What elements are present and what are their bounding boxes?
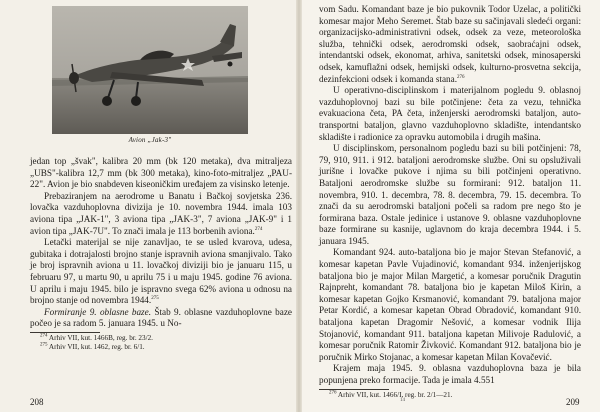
paragraph: Formiranje 9. oblasne baze. Štab 9. oblasne vazduhoplovne baze počeo je sa radom 5. januara 1945. u No- <box>30 306 292 329</box>
printer-signature-mark: 14 <box>400 398 405 403</box>
aircraft-photo <box>52 6 248 134</box>
page-number-left: 208 <box>30 397 44 407</box>
footnote: $^{275}$ Arhiv VII, kut. 1462, reg. br. 6/1. <box>40 342 145 351</box>
footnote-ref: 275 <box>151 296 159 302</box>
footnote-ref: 276 <box>457 74 465 80</box>
paragraph: Prebaziranjem na aerodrome u Banatu i Bačkoj sovjetska 236. lovačka vazduhoplovna divizija je 10. novembra 1944. imala 103 aviona tipa „JAK-1", 3 aviona tipa „JAK-3", 7 aviona „JAK-9" i 1 avion tipa „JAK-7U". To znači imala je 113 borbenih aviona.$^{274}$ <box>30 190 292 236</box>
paragraph: vom Sadu. Komandant baze je bio pukovnik Todor Uzelac, a politički komesar major Meho Seremet. Štab baze su sačinjavali sledeći organi: organizacijsko-administrativni odsek, odsek za veze, meteorološka služba, tehnički odsek, aerodromski odsek, saobraćajni odsek, intendantski odsek, ekonomat, arhiva, sanitetski odsek, minosaperski odsek, kamuflažni odsek, hemijski odsek, kulturno-prosvetna sekcija, dezinfekcioni odsek i komanda stana.$^{276}$ <box>319 4 581 84</box>
book-gutter <box>296 0 302 412</box>
footnotes <box>319 391 581 400</box>
page-number-right: 209 <box>566 397 580 407</box>
right-page-body <box>319 4 581 399</box>
paragraph: Letački materijal se nije zanavljao, te se usled kvarova, udesa, gubitaka i dotrajalosti brojno stanje ispravnih aviona smanjivalo. Tako je broj ispravnih aviona u 11. lovačkoj diviziji bio je januaru 115, u februaru 97, u martu 90, u aprilu 75 i u maju 1945. godine 76 aviona. U aprilu i maju 1945. bilo je ispravno svega 62% aviona u odnosu na brojno stanje od novembra 1944.$^{275}$ <box>30 237 292 306</box>
footnote: $^{276}$ Arhiv VII, kut. 1466/I, reg. br. 2/1—21. <box>329 390 453 399</box>
yak-3-airplane-image <box>52 6 248 134</box>
photo-caption: Avion „Jak-3" <box>128 136 172 144</box>
paragraph: Krajem maja 1945. 9. oblasna vazduhoplovna baza je bila popunjena preko formacije. Tada je imala 4.551 <box>319 363 581 385</box>
section-heading: Formiranje 9. oblasne baze. <box>44 306 152 317</box>
paragraph: jedan top „švak", kalibra 20 mm (bk 120 metaka), dva mitraljeza „UBS"-kalibra 12,7 mm (bk 300 metaka), kino-foto-mitraljez „PAU-22". Avion je bio snabdeven kiseoničkim uređajem za visinsko letenje. <box>30 156 292 190</box>
left-page-body <box>30 156 292 351</box>
paragraph: Komandant 924. auto-bataljona bio je major Stevan Stefanović, a komesar kapetan Pavle Vujadinović, komandant 934. inženjerijskog bataljona bio je major Milan Margetić, a komesar poručnik Dragutin Rajnpreht, komandant 78. bataljona bio je kapetan Miloš Kirin, a komesar kapetan Gojko Krsmanović, komandant 79. bataljona major Petar Kordić, a komesar kapetan Obrad Obradović, komandant 910. bataljona kapetan Dragomir Nešović, a komesar vodnik Ilija Stojanović, komandant 911. bataljona kapetan Milivoje Radulović, a komesar poručnik Ratomir Živković. Komandant 912. bataljona bio je poručnik Mirko Stojanac, a komesar kapetan Milan Kovačević. <box>319 247 581 362</box>
paragraph: U disciplinskom, personalnom pogledu bazi su bili potčinjeni: 78, 79, 910, 911. i 912. bataljoni aerodromske službe. Oni su opsluživali jurišne i lovačke pukove i njima su bili potčinjeni operativno. Bataljoni aerodromske službe su formirani: 912. bataljon 11. novembra, 910. 1. decembra, 78. 8. decembra, 79. 15. decembra. To znači da su aerodromski bataljoni počeli sa radom pre nego što je formirana baza. Ostale jedinice i ustanove 9. oblasne vazduhoplovne baze formirane su kasnije, uglavnom do kraja decembra 1944. i 5. januara 1945. <box>319 143 581 246</box>
footnotes <box>30 334 292 351</box>
paragraph: U operativno-disciplinskom i materijalnom pogledu 9. oblasnoj vazduhoplovnoj bazi su bile potčinjene: četa za vezu, tehnička evakuaciona četa, PA četa, inženjerski aerodromski bataljon, auto-transportni bataljon, glavno vazduhoplovno skladište, intendantsko skladište i radionice za opravku automobila i drugih mašina. <box>319 85 581 142</box>
footnote-ref: 274 <box>254 226 263 232</box>
footnote: $^{274}$ Arhiv VII, kut. 1466B, reg. br. 23/2. <box>40 333 153 342</box>
